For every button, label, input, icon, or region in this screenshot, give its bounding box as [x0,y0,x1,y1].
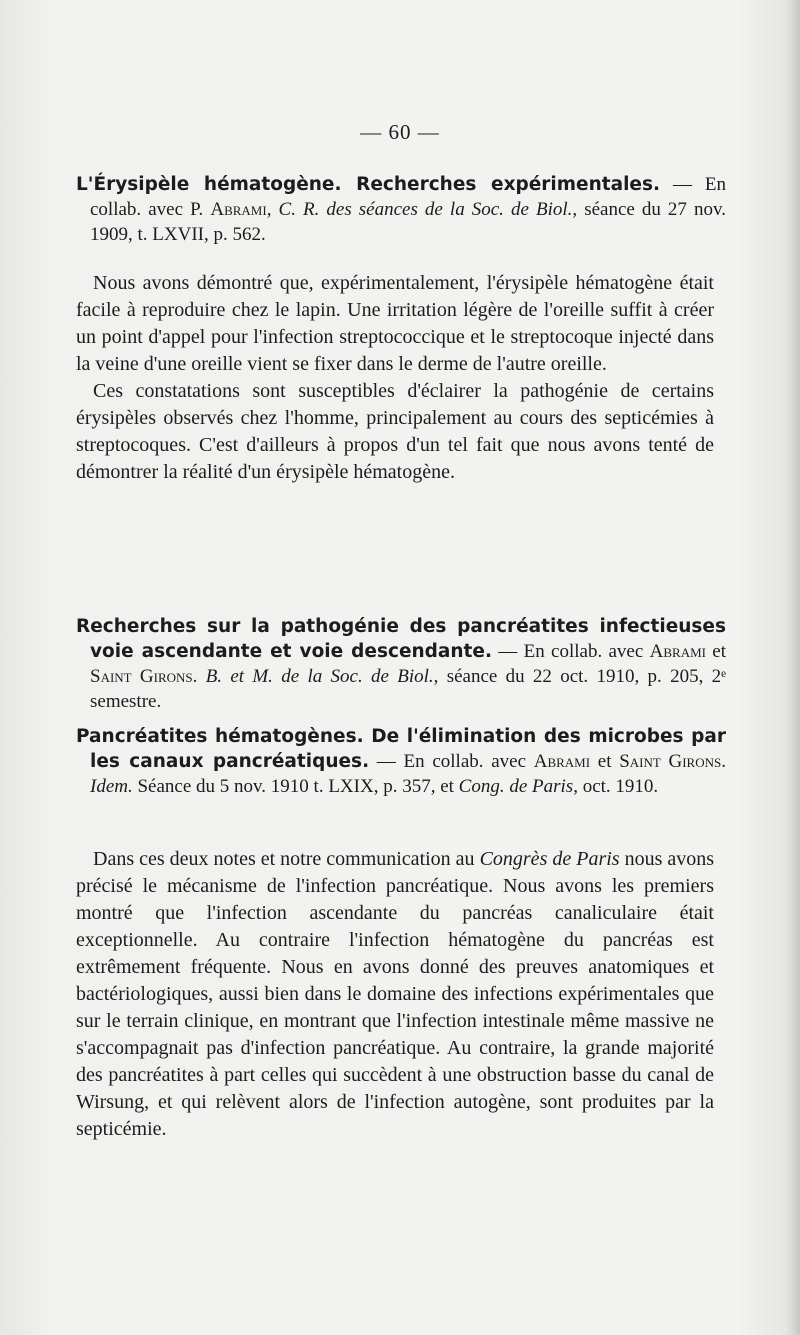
entry-collab: — En collab. avec [491,641,650,662]
entry-author: Abrami [210,199,267,220]
entry-details-end: , oct. 1910. [573,776,659,797]
paragraph: Nous avons démontré que, expérimentalement, l'érysipèle hématogène était facile à reproduire chez le lapin. Une irritation légère de l'oreille suffit à créer un point d'appel pour l'infection streptococcique et le streptocoque injecté dans la veine d'une oreille vient se fixer dans le derme de l'autre oreille. [76,272,714,375]
bibliography-entry-pathogenie [76,614,726,714]
entry-author: Abrami [533,751,591,772]
entry-details: , séance du 22 oct. 1910, p. 205, 2ᵉ semestre. [90,666,726,712]
entry-separator: . [721,751,726,772]
entry-details: Séance du 5 nov. 1910 t. LXIX, p. 357, et [132,776,459,797]
entry-details: , séance du 27 nov. 1909, t. LXVII, p. 562. [90,199,727,245]
paragraph-rest: nous avons précisé le mécanisme de l'infection pancréatique. Nous avons les premiers montré que l'infection ascendante du pancréas canaliculaire était exceptionnelle. Au contraire l'infection hématogène du pancréas est extrêmement fréquente. Nous en avons donné des preuves anatomiques et bactériologiques, aussi bien dans le domaine des infections expérimentales que sur le terrain clinique, en montrant que l'infection intestinale même massive ne s'accompagnait pas d'infection pancréatique. Au contraire, la grande majorité des pancréatites à part celles qui succèdent à une obstruction basse du canal de Wirsung, et qui relèvent alors de l'infection autogène, sont produites par la septicémie. [76,848,715,1140]
pancreatites-summary [76,846,714,1143]
entry-author: Saint Girons [619,751,722,772]
entry-conjunction: et [705,641,726,662]
entry-separator: , [266,199,279,220]
entry-journal: B. et M. de la Soc. de Biol. [205,666,434,687]
entry-collab: — En collab. avec P. [90,174,726,220]
entry-separator: . [192,666,206,687]
entry-title: L'Érysipèle hématogène. Recherches expérimentales. [76,174,661,195]
entry-collab: — En collab. avec [369,751,534,772]
erysipele-summary [76,270,714,486]
entry-title: Recherches sur la pathogénie des pancréatites infectieuses voie ascendante et voie descendante. [76,616,726,662]
entry-journal: C. R. des séances de la Soc. de Biol. [278,199,573,220]
bibliography-entry-pancreatites [76,724,726,799]
congress-name: Congrès de Paris [479,848,620,870]
entry-author: Abrami [649,641,706,662]
page-number: — 60 — [360,120,440,144]
entry-conjunction: et [590,751,620,772]
entry-author: Saint Girons [90,666,193,687]
entry-congress: Cong. de Paris [458,776,574,797]
entry-title: Pancréatites hématogènes. De l'élimination des microbes par les canaux pancréatiques. [76,726,726,772]
bibliography-entry-erysipele [76,172,726,247]
entry-idem: Idem. [90,776,133,797]
paragraph [76,846,714,1143]
paragraph-start: Dans ces deux notes et notre communication au [93,848,480,870]
paragraph: Ces constatations sont susceptibles d'éclairer la pathogénie de certains érysipèles observés chez l'homme, principalement au cours des septicémies à streptocoques. C'est d'ailleurs à propos d'un tel fait que nous avons tenté de démontrer la réalité d'un érysipèle hématogène. [76,380,714,483]
